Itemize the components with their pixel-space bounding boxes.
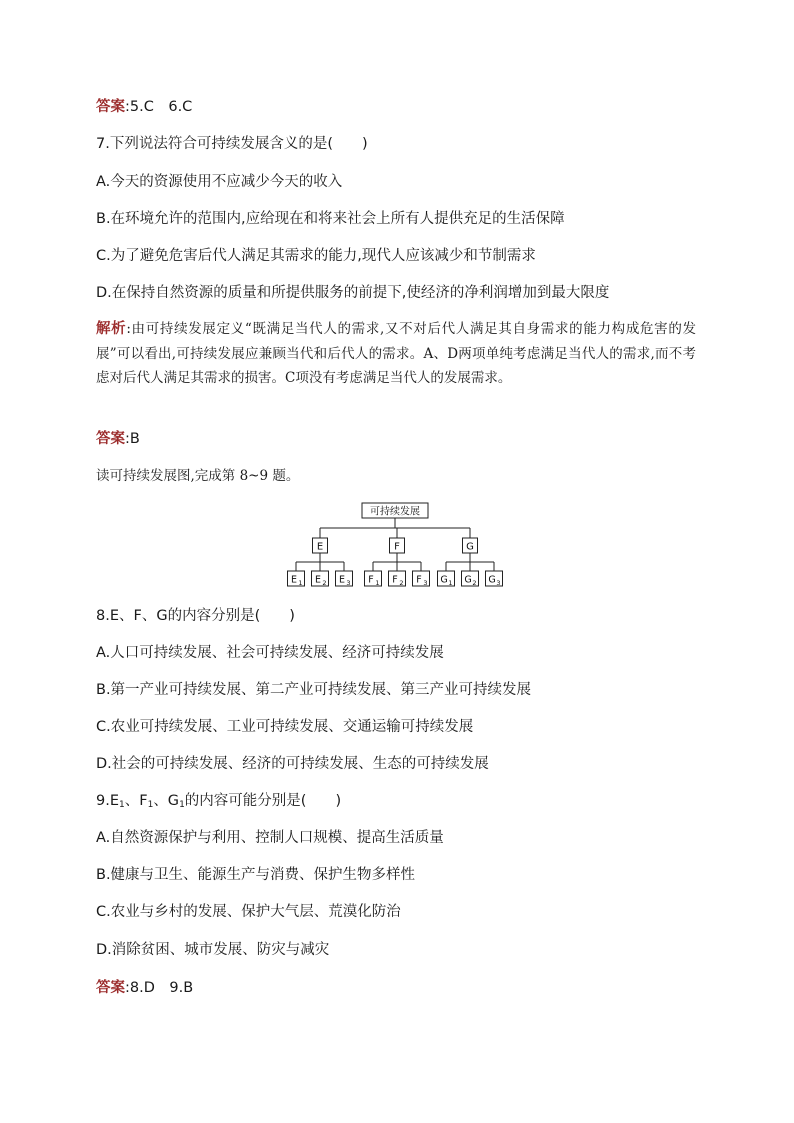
question-8-option-d: D.社会的可持续发展、经济的可持续发展、生态的可持续发展	[96, 756, 489, 772]
leaf-label: E	[290, 574, 298, 586]
answer-label: 答案	[96, 431, 125, 447]
leaf-label: G	[440, 574, 448, 586]
analysis-text: :由可持续发展定义“既满足当代人的需求,又不对后代人满足其自身需求的能力构成危害的发展”可以看出,可持续发展应兼顾当代和后代人的需求。A、D两项单纯考虑满足当代人的需求,而不考虑对后代人满足其需求的损害。C项没有考虑满足当代人的发展需求。	[96, 321, 696, 386]
node-label: E	[316, 541, 324, 553]
node-label: F	[394, 541, 400, 553]
answer-text: :B	[125, 431, 140, 447]
question-8-option-b: B.第一产业可持续发展、第二产业可持续发展、第三产业可持续发展	[96, 682, 532, 698]
question-9-option-a: A.自然资源保护与利用、控制人口规模、提高生活质量	[96, 830, 444, 846]
q9-subscript: 1	[119, 800, 125, 810]
answer-5-6	[96, 97, 192, 117]
answer-text: :8.D 9.B	[125, 980, 194, 996]
question-8-stem: 8.E、F、G的内容分别是( )	[96, 608, 295, 624]
question-7-option-d: D.在保持自然资源的质量和所提供服务的前提下,使经济的净利润增加到最大限度	[96, 285, 610, 301]
leaf-subscript: 1	[298, 579, 303, 587]
answer-8-9	[96, 978, 193, 998]
sustainable-development-diagram	[280, 500, 520, 590]
leaf-label: E	[338, 574, 346, 586]
question-7-option-a: A.今天的资源使用不应减少今天的收入	[96, 174, 343, 190]
question-7-analysis	[96, 317, 696, 391]
root-label: 可持续发展	[370, 506, 420, 518]
question-8-option-a: A.人口可持续发展、社会可持续发展、经济可持续发展	[96, 645, 444, 661]
answer-text: :5.C 6.C	[125, 99, 193, 115]
q9-stem-part: 、G	[153, 793, 180, 809]
question-8-option-c: C.农业可持续发展、工业可持续发展、交通运输可持续发展	[96, 719, 474, 735]
leaf-subscript: 3	[346, 579, 351, 587]
question-9-option-b: B.健康与卫生、能源生产与消费、保护生物多样性	[96, 867, 416, 883]
read-diagram-prompt: 读可持续发展图,完成第 8~9 题。	[96, 468, 300, 484]
question-7-option-c: C.为了避免危害后代人满足其需求的能力,现代人应该减少和节制需求	[96, 248, 536, 264]
leaf-subscript: 1	[375, 579, 380, 587]
question-7-stem: 7.下列说法符合可持续发展含义的是( )	[96, 136, 368, 152]
leaf-subscript: 1	[448, 579, 453, 587]
q9-subscript: 1	[179, 800, 185, 810]
q9-stem-part: 9.E	[96, 793, 119, 809]
answer-label: 答案	[96, 99, 125, 115]
answer-7	[96, 429, 140, 449]
q9-stem-part: 、F	[124, 793, 148, 809]
q9-stem-part: 的内容可能分别是( )	[184, 793, 342, 809]
question-9-option-c: C.农业与乡村的发展、保护大气层、荒漠化防治	[96, 904, 401, 920]
leaf-subscript: 2	[322, 579, 327, 587]
leaf-label: F	[416, 574, 422, 586]
node-label: G	[466, 541, 474, 553]
answer-label: 答案	[96, 980, 125, 996]
leaf-subscript: 3	[423, 579, 428, 587]
analysis-label: 解析	[96, 321, 127, 337]
q9-subscript: 1	[147, 800, 154, 810]
leaf-label: F	[392, 574, 398, 586]
leaf-label: E	[314, 574, 322, 586]
leaf-subscript: 2	[399, 579, 404, 587]
question-7-option-b: B.在环境允许的范围内,应给现在和将来社会上所有人提供充足的生活保障	[96, 211, 565, 227]
leaf-label: G	[464, 574, 472, 586]
leaf-subscript: 3	[496, 579, 501, 587]
leaf-subscript: 2	[472, 579, 477, 587]
leaf-label: G	[488, 574, 496, 586]
leaf-label: F	[368, 574, 374, 586]
question-9-stem	[96, 791, 341, 811]
question-9-option-d: D.消除贫困、城市发展、防灾与减灾	[96, 942, 330, 958]
